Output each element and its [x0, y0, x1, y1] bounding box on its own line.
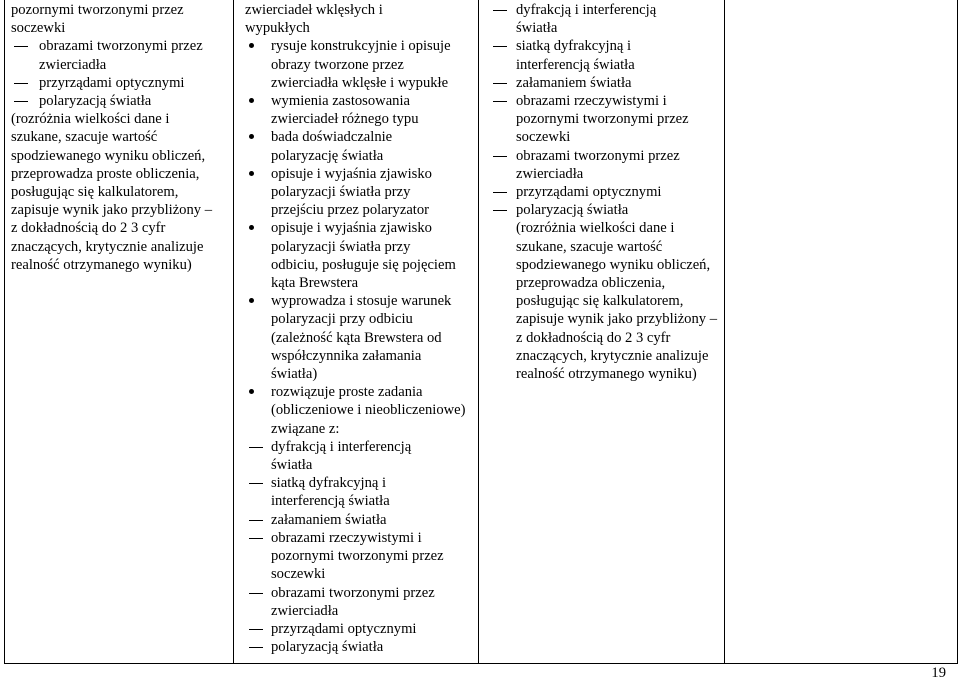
- text-line: przejściu przez polaryzator: [271, 202, 430, 219]
- text-line: załamaniem światła: [516, 74, 632, 91]
- text-line: zwierciadeł wklęsłych i: [245, 2, 383, 18]
- text-line: szukane, szacuje wartość: [516, 238, 663, 255]
- dash-item: [11, 92, 225, 110]
- text-line: przeprowadza obliczenia,: [516, 275, 666, 292]
- text-line: przeprowadza proste obliczenia,: [11, 165, 200, 182]
- text-line: zwierciadła: [39, 56, 107, 73]
- column-1: [11, 1, 225, 274]
- dash-item: [245, 529, 455, 584]
- table-border-bottom: [4, 663, 958, 664]
- text-line: soczewki: [271, 566, 326, 583]
- text-line: znaczących, krytycznie analizuje: [11, 238, 204, 255]
- requirements-table: [4, 0, 958, 664]
- dash-item: [11, 74, 225, 92]
- dash-item: [486, 1, 708, 37]
- text-line: pozornymi tworzonymi przez: [271, 548, 444, 565]
- text-line: szukane, szacuje wartość: [11, 129, 158, 146]
- text-line: zwierciadła: [516, 165, 584, 182]
- bullet-item: [245, 92, 455, 128]
- text-line: opisuje i wyjaśnia zjawisko: [271, 220, 432, 237]
- page-number: 19: [931, 665, 946, 681]
- text-line: obrazami tworzonymi przez: [39, 38, 203, 55]
- text-line: przyrządami optycznymi: [39, 74, 185, 91]
- text-line: polaryzacji światła przy: [271, 238, 411, 255]
- text-line: (obliczeniowe i nieobliczeniowe): [271, 402, 466, 419]
- column-divider-2: [478, 0, 479, 664]
- text-block: [11, 1, 225, 37]
- text-line: realność otrzymanego wyniku): [11, 256, 192, 273]
- dash-item: [245, 438, 455, 474]
- bullet-item: [245, 292, 455, 383]
- text-line: zwierciadła: [271, 602, 339, 619]
- text-line: światła: [271, 457, 313, 474]
- text-line: polaryzacji przy odbiciu: [271, 311, 413, 328]
- text-line: opisuje i wyjaśnia zjawisko: [271, 165, 432, 182]
- text-line: polaryzacją światła: [271, 639, 384, 656]
- text-line: dyfrakcją i interferencją: [271, 438, 412, 455]
- column-divider-1: [233, 0, 234, 664]
- text-line: (zależność kąta Brewstera od: [271, 329, 442, 346]
- text-line: pozornymi tworzonymi przez: [516, 111, 689, 128]
- bullet-item: [245, 128, 455, 164]
- dash-item: [486, 74, 708, 92]
- dash-item: [245, 584, 455, 620]
- text-line: zwierciadła wklęsłe i wypukłe: [271, 74, 449, 91]
- text-line: załamaniem światła: [271, 511, 387, 528]
- text-line: współczynnika załamania: [271, 347, 422, 364]
- text-line: soczewki: [516, 129, 571, 146]
- dash-item: [486, 201, 708, 219]
- dash-item: [11, 37, 225, 73]
- text-line: obrazami tworzonymi przez: [271, 584, 435, 601]
- column-divider-3: [724, 0, 725, 664]
- text-line: posługując się kalkulatorem,: [11, 184, 179, 201]
- dash-item: [245, 474, 455, 510]
- text-line: związane z:: [271, 420, 340, 437]
- bullet-item: [245, 383, 466, 438]
- dash-item: [245, 620, 455, 638]
- text-line: światła: [516, 20, 558, 37]
- table-border-left: [4, 0, 5, 664]
- text-line: realność otrzymanego wyniku): [516, 366, 697, 383]
- text-line: spodziewanego wyniku obliczeń,: [11, 147, 206, 164]
- text-line: z dokładnością do 2 3 cyfr: [11, 220, 166, 237]
- text-line: interferencją światła: [271, 493, 390, 510]
- text-line: zapisuje wynik jako przybliżony –: [11, 202, 213, 219]
- dash-item: [486, 183, 708, 201]
- text-line: z dokładnością do 2 3 cyfr: [516, 329, 671, 346]
- column-3: [486, 1, 718, 383]
- bullet-item: [245, 219, 455, 292]
- text-block: [11, 110, 225, 274]
- text-line: soczewki: [11, 20, 66, 37]
- text-line: bada doświadczalnie: [271, 129, 393, 146]
- text-line: światła): [271, 366, 318, 383]
- text-line: polaryzację światła: [271, 147, 384, 164]
- text-line: polaryzacji światła przy: [271, 184, 411, 201]
- text-line: odbiciu, posługuje się pojęciem: [271, 256, 456, 273]
- text-line: siatką dyfrakcyjną i: [516, 38, 632, 55]
- text-line: obrazy tworzone przez: [271, 56, 404, 73]
- column-2: [245, 1, 466, 656]
- text-line: polaryzacją światła: [39, 93, 152, 110]
- text-line: znaczących, krytycznie analizuje: [516, 347, 709, 364]
- dash-item: [245, 638, 455, 656]
- text-line: (rozróżnia wielkości dane i: [516, 220, 675, 237]
- text-line: spodziewanego wyniku obliczeń,: [516, 256, 711, 273]
- text-line: (rozróżnia wielkości dane i: [11, 111, 170, 128]
- dash-item: [486, 92, 708, 147]
- text-line: polaryzacją światła: [516, 202, 629, 219]
- text-line: obrazami rzeczywistymi i: [271, 529, 422, 546]
- text-line: przyrządami optycznymi: [271, 620, 417, 637]
- text-line: wymienia zastosowania: [271, 93, 411, 110]
- text-line: dyfrakcją i interferencją: [516, 2, 657, 18]
- text-line: wypukłych: [245, 20, 310, 37]
- text-line: zapisuje wynik jako przybliżony –: [516, 311, 718, 328]
- table-border-right: [957, 0, 958, 664]
- text-line: kąta Brewstera: [271, 275, 359, 292]
- text-line: przyrządami optycznymi: [516, 184, 662, 201]
- text-line: siatką dyfrakcyjną i: [271, 475, 387, 492]
- text-line: pozornymi tworzonymi przez: [11, 2, 184, 18]
- text-line: wyprowadza i stosuje warunek: [271, 293, 452, 310]
- text-line: zwierciadeł różnego typu: [271, 111, 419, 128]
- text-line: interferencją światła: [516, 56, 635, 73]
- dash-item: [486, 147, 708, 183]
- text-block: [486, 219, 718, 383]
- bullet-item: [245, 165, 455, 220]
- text-line: obrazami tworzonymi przez: [516, 147, 680, 164]
- text-line: rozwiązuje proste zadania: [271, 384, 423, 401]
- text-block: [245, 1, 455, 37]
- text-line: rysuje konstrukcyjnie i opisuje: [271, 38, 451, 55]
- text-line: obrazami rzeczywistymi i: [516, 93, 667, 110]
- bullet-item: [245, 37, 455, 92]
- text-line: posługując się kalkulatorem,: [516, 293, 684, 310]
- dash-item: [245, 511, 455, 529]
- dash-item: [486, 37, 708, 73]
